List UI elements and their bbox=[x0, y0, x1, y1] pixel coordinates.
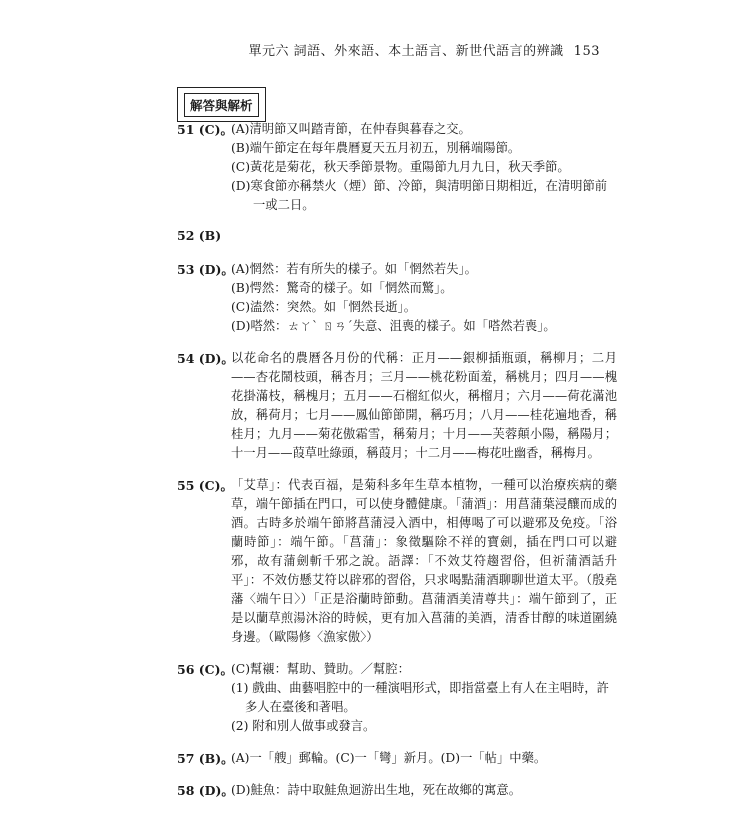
answer-paragraph: 以花命名的農曆各月份的代稱：正月——銀柳插瓶頭，稱柳月；二月——杏花鬧枝頭，稱杏月；三月——桃花粉面羞，稱桃月；四月——槐花掛滿枝，稱槐月；五月——石榴紅似火，稱榴月；六月——荷花滿池放，稱荷月；七月——鳳仙節節開，稱巧月；八月——桂花遍地香，稱桂月；九月——菊花傲霜雪，稱菊月；十月——芙蓉顛小陽，稱陽月；十一月——葭草吐綠頭，稱葭月；十二月——梅花吐幽香，稱梅月。 bbox=[231, 351, 617, 460]
option-line: (C)溘然：突然。如「惘然長逝」。 bbox=[231, 300, 417, 314]
answer-key: 57 (B)。 bbox=[177, 751, 234, 766]
option-line: (A)一「艘」郵輪。(C)一「彎」新月。(D)一「帖」中藥。 bbox=[231, 751, 547, 765]
answer-56 bbox=[177, 660, 617, 736]
answer-body bbox=[231, 749, 617, 768]
answer-body bbox=[231, 660, 617, 736]
answer-key: 51 (C)。 bbox=[177, 122, 234, 137]
section-label: 解答與解析 bbox=[184, 93, 259, 117]
answer-key: 55 (C)。 bbox=[177, 478, 234, 493]
option-line: (C)黃花是菊花，秋天季節景物。重陽節九月九日，秋天季節。 bbox=[231, 160, 570, 174]
section-heading bbox=[177, 87, 266, 122]
answer-body bbox=[231, 120, 617, 215]
running-header bbox=[249, 40, 600, 59]
option-line: (A)清明節又叫踏青節，在仲春與暮春之交。 bbox=[231, 122, 471, 136]
answer-key: 58 (D)。 bbox=[177, 783, 234, 798]
answer-51 bbox=[177, 120, 617, 215]
answer-key: 54 (D)。 bbox=[177, 351, 234, 366]
option-line: (A)惘然：若有所失的樣子。如「惘然若失」。 bbox=[231, 262, 477, 276]
chapter-title: 單元六 詞語、外來語、本土語言、新世代語言的辨識 bbox=[248, 44, 564, 59]
option-line: (D)寒食節亦稱禁火（煙）節、冷節，與清明節日期相近，在清明節前一或二日。 bbox=[231, 179, 608, 212]
page-number: 153 bbox=[573, 44, 600, 59]
answer-body bbox=[231, 781, 617, 800]
answer-list bbox=[177, 120, 617, 813]
option-line: (D)鮭魚：詩中取鮭魚迴游出生地，死在故鄉的寓意。 bbox=[231, 783, 521, 797]
answer-paragraph: 「艾草」：代表百福，是菊科多年生草本植物，一種可以治療疾病的藥草，端午節插在門口，可以使身體健康。「蒲酒」：用菖蒲葉浸釀而成的酒。古時多於端午節將菖蒲浸入酒中，相傳喝了可以避邪及免疫。「浴蘭時節」：端午節。「菖蒲」：象徵驅除不祥的寶劍，插在門口可以避邪，故有蒲劍斬千邪之說。語譯：「不效艾符趨習俗，但祈蒲酒話升平」：不效仿懸艾符以辟邪的習俗，只求喝點蒲酒聊聊世道太平。（殷堯藩〈端午日〉）「正是浴蘭時節動。菖蒲酒美清尊共」：端午節到了，正是以蘭草煎湯沐浴的時候，更有加入菖蒲的美酒，清香甘醇的味道圍繞身邊。（歐陽修〈漁家傲〉） bbox=[231, 478, 617, 644]
answer-53 bbox=[177, 260, 617, 336]
answer-key: 56 (C)。 bbox=[177, 662, 234, 677]
answer-54 bbox=[177, 349, 617, 463]
option-line: (B)愕然：驚奇的樣子。如「惘然而驚」。 bbox=[231, 281, 453, 295]
answer-body bbox=[231, 260, 617, 336]
option-line: (C)幫襯：幫助、贊助。／幫腔： bbox=[231, 662, 410, 676]
answer-key: 52 (B) bbox=[177, 228, 222, 243]
option-line: (D)嗒然：ㄊㄚˋ ㄖㄢˊ失意、沮喪的樣子。如「嗒然若喪」。 bbox=[231, 319, 556, 333]
answer-58 bbox=[177, 781, 617, 800]
answer-55 bbox=[177, 476, 617, 647]
answer-52 bbox=[177, 228, 617, 247]
option-line: (B)端午節定在每年農曆夏天五月初五，別稱端陽節。 bbox=[231, 141, 521, 155]
sub-item: (2) 附和別人做事或發言。 bbox=[231, 719, 376, 733]
answer-57 bbox=[177, 749, 617, 768]
sub-item: (1) 戲曲、曲藝唱腔中的一種演唱形式，即指當臺上有人在主唱時，許多人在臺後和著唱。 bbox=[231, 681, 609, 714]
answer-key: 53 (D)。 bbox=[177, 262, 234, 277]
